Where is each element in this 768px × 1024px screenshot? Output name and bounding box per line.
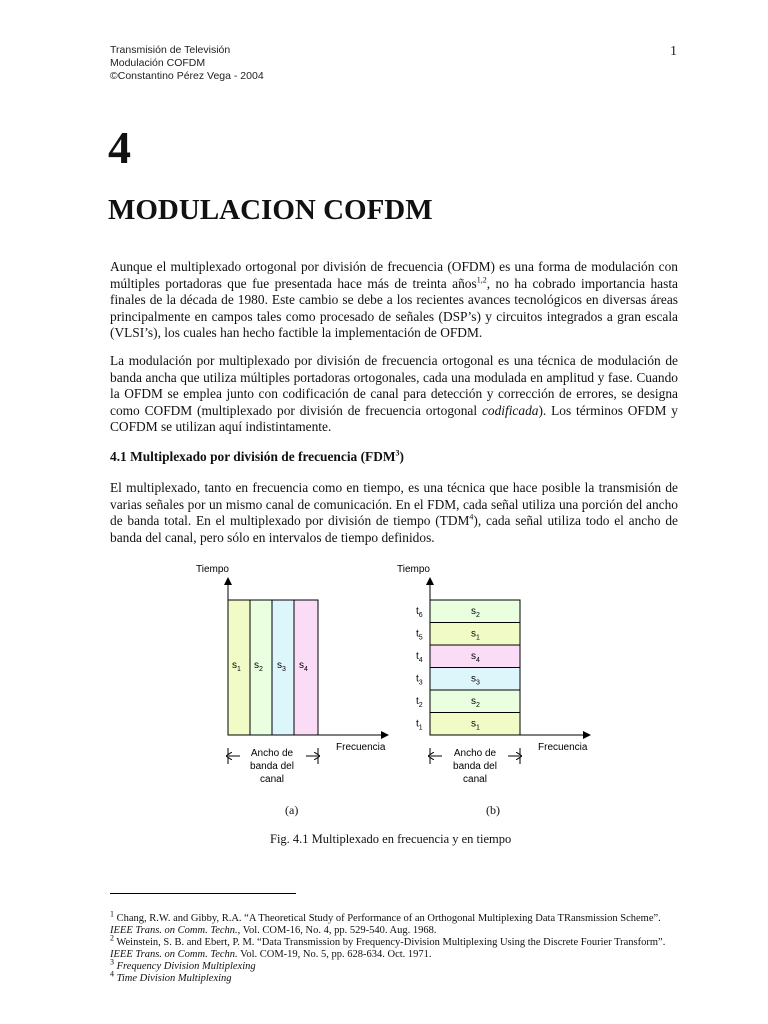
slot-time-label: $t_1$ <box>416 718 423 732</box>
bandwidth-label: banda del <box>453 761 497 772</box>
paragraph-multiplexing <box>110 480 678 546</box>
header-topic: Modulación COFDM <box>110 57 206 69</box>
paragraph-text: ). Los términos OFDM y COFDM se utilizan aquí indistintamente. <box>110 402 678 434</box>
footnote-text: Frequency Division Multiplexing <box>114 961 256 972</box>
footnote-journal: IEEE Trans. on Comm. Techn. <box>110 925 238 936</box>
paragraph-cofdm <box>110 353 678 436</box>
footnote-divider <box>110 893 296 894</box>
panel-a-xlabel: Frecuencia <box>336 742 386 753</box>
figure-caption: Fig. 4.1 Multiplexado en frecuencia y en tiempo <box>270 832 512 846</box>
slot-time-label: $t_4$ <box>416 651 423 664</box>
subfigure-b-caption: (b) <box>486 803 500 817</box>
panel-b-tdm <box>397 564 590 785</box>
italic-term: codificada <box>481 402 539 418</box>
slot-signal-label: $s_3$ <box>471 673 480 687</box>
paragraph-text: , no ha cobrado importancia hasta finales de la década de 1980. Este cambio se debe a los recientes avances tecnológicos en diversas áreas principalmente en campos tales como procesado de señales (DSP’s) y circuitos integrados a gran escala (VLSI’s), los cuales han hecho factible la implementación de OFDM. <box>110 275 678 340</box>
paragraph-text: El multiplexado, tanto en frecuencia como en tiempo, es una técnica que hace posible la transmisión de varias señales por un mismo canal de comunicación. En el FDM, cada señal utiliza una porción del ancho de banda total. En el multiplexado por división de tiempo (TDM <box>110 480 678 528</box>
running-header <box>110 44 264 83</box>
header-copyright: ©Constantino Pérez Vega - 2004 <box>110 70 264 82</box>
bandwidth-label: Ancho de <box>453 748 497 759</box>
section-title-close: ) <box>399 449 405 464</box>
paragraph-text: Aunque el multiplexado ortogonal por división de frecuencia (OFDM) es una forma de modulación con múltiples portadoras que fue presentada hace más de treinta años <box>110 259 678 291</box>
slot-signal-label: $s_4$ <box>471 651 480 664</box>
slot-signal-label: $s_2$ <box>471 696 480 709</box>
panel-a-fdm <box>196 564 388 785</box>
slot-time-label: $t_5$ <box>416 628 423 642</box>
bandwidth-label: canal <box>463 774 487 785</box>
paragraph-text: La modulación por multiplexado por división de frecuencia ortogonal es una técnica de modulación de banda ancha que utiliza múltiples portadoras ortogonales, cada una modulada en amplitud y fase. Cuando la OFDM se emplea junto con codificación de canal para detección y corrección de errores, se designa como COFDM (multiplexado por división de frecuencia ortogonal <box>110 353 678 418</box>
paragraph-text: ), cada señal utiliza todo el ancho de banda del canal, pero sólo en intervalos de tiempo definidos. <box>110 513 679 545</box>
subfigure-a-caption: (a) <box>285 803 299 817</box>
slot-time-label: $t_6$ <box>416 606 423 619</box>
slot-signal-label: $s_2$ <box>471 606 480 619</box>
footnote-text: Time Division Multiplexing <box>114 973 232 984</box>
chapter-number: 4 <box>108 122 131 173</box>
footnote-4 <box>110 969 680 985</box>
footnote-text: , Vol. COM-16, No. 4, pp. 529-540. Aug. 1968. <box>237 925 437 936</box>
panel-b-ylabel: Tiempo <box>397 564 430 575</box>
bandwidth-label: banda del <box>250 761 294 772</box>
footnote-text: Chang, R.W. and Gibby, R.A. “A Theoretical Study of Performance of an Orthogonal Multiplexing Data TRansmission Scheme”. <box>114 913 661 924</box>
footnote-1 <box>110 909 680 937</box>
figure-4-1 <box>0 555 768 805</box>
slot-time-label: $t_2$ <box>416 696 423 709</box>
footnote-text: Vol. COM-19, No. 5, pp. 628-634. Oct. 1971. <box>237 949 432 960</box>
chapter-title: MODULACION COFDM <box>108 194 433 226</box>
footnote-number: 4 <box>110 969 114 979</box>
footnote-number: 1 <box>110 909 114 919</box>
panel-a-ylabel: Tiempo <box>196 564 229 575</box>
section-heading <box>110 449 404 465</box>
footnote-journal: IEEE Trans. on Comm. Techn. <box>110 949 238 960</box>
band-label: $s_1$ <box>232 660 241 673</box>
slot-signal-label: $s_1$ <box>471 628 480 642</box>
footnote-2 <box>110 933 680 961</box>
footnote-ref[interactable]: 4 <box>469 512 474 522</box>
bandwidth-label: Ancho de <box>250 748 294 759</box>
slot-signal-label: $s_1$ <box>471 718 480 732</box>
header-course: Transmisión de Televisión <box>110 44 231 56</box>
footnote-number: 3 <box>110 957 114 967</box>
footnote-ref[interactable]: 1,2 <box>476 275 487 285</box>
panel-b-xlabel: Frecuencia <box>538 742 588 753</box>
footnotes <box>110 909 680 985</box>
bandwidth-label: canal <box>260 774 284 785</box>
band-label: $s_3$ <box>277 660 286 673</box>
paragraph-intro <box>110 259 678 342</box>
page-number: 1 <box>670 44 677 59</box>
footnote-ref[interactable]: 3 <box>395 448 400 458</box>
footnote-3 <box>110 957 680 973</box>
section-title: 4.1 Multiplexado por división de frecuencia (FDM <box>110 449 396 464</box>
footnote-text: Weinstein, S. B. and Ebert, P. M. “Data Transmission by Frequency-Division Multiplexing Using the Discrete Fourier Transform”. <box>114 937 666 948</box>
slot-time-label: $t_3$ <box>416 673 423 687</box>
footnote-number: 2 <box>110 933 114 943</box>
band-label: $s_2$ <box>254 660 263 673</box>
band-label: $s_4$ <box>299 660 308 673</box>
